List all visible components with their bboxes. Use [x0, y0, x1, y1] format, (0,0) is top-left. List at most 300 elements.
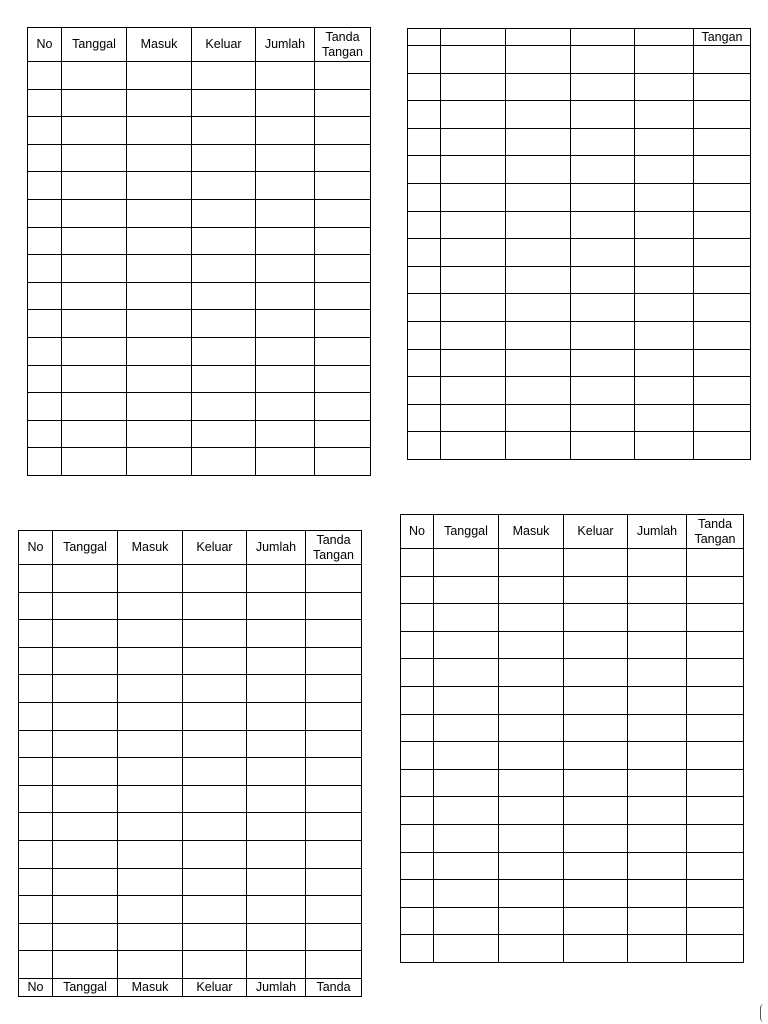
cell-tanggal: [62, 199, 127, 227]
cell-no: [19, 620, 53, 648]
cell-no: [408, 239, 441, 267]
cell-tanda-tangan: [687, 686, 744, 714]
cell-keluar: [192, 62, 256, 90]
cell-masuk: [118, 620, 183, 648]
cell-no: [408, 432, 441, 460]
cell-keluar: [571, 211, 635, 239]
cell-jumlah: [247, 592, 306, 620]
header-no-cut: [408, 29, 441, 46]
cell-no: [408, 73, 441, 101]
cell-tanda-tangan: [306, 620, 362, 648]
cell-no: [401, 769, 434, 797]
cell-no: [401, 907, 434, 935]
table-row: [401, 852, 744, 880]
header-tanggal: Tanggal: [62, 28, 127, 62]
cell-tanggal: [441, 349, 506, 377]
cell-no: [28, 172, 62, 200]
cell-keluar: [571, 432, 635, 460]
cell-jumlah: [256, 62, 315, 90]
table-row: [28, 365, 371, 393]
cell-no: [408, 183, 441, 211]
cell-tanggal: [62, 89, 127, 117]
cell-tanggal: [53, 785, 118, 813]
cell-tanggal: [53, 620, 118, 648]
cell-keluar: [183, 620, 247, 648]
cell-tanda-tangan: [694, 183, 751, 211]
cell-jumlah: [635, 349, 694, 377]
cell-tanggal: [62, 117, 127, 145]
cell-masuk: [499, 714, 564, 742]
table-row: [28, 420, 371, 448]
cell-jumlah: [256, 310, 315, 338]
cell-tanda-tangan: [694, 46, 751, 74]
cell-tanda-tangan: [315, 393, 371, 421]
cell-jumlah: [247, 868, 306, 896]
cell-no: [408, 349, 441, 377]
cell-no: [28, 227, 62, 255]
table-row: [19, 565, 362, 593]
cell-keluar: [564, 549, 628, 577]
header-masuk-cut: [506, 29, 571, 46]
table-row: [28, 393, 371, 421]
cell-tanggal: [62, 282, 127, 310]
cell-keluar: [192, 227, 256, 255]
cell-jumlah: [628, 604, 687, 632]
cell-tanda-tangan: [315, 310, 371, 338]
cell-masuk: [118, 592, 183, 620]
footer-no: No: [19, 978, 53, 996]
cell-jumlah: [247, 620, 306, 648]
cell-jumlah: [628, 824, 687, 852]
cell-keluar: [192, 89, 256, 117]
header-no: No: [19, 531, 53, 565]
cell-tanda-tangan: [306, 565, 362, 593]
cell-jumlah: [256, 227, 315, 255]
footer-keluar: Keluar: [183, 978, 247, 996]
cell-tanggal: [53, 702, 118, 730]
cell-jumlah: [256, 282, 315, 310]
cell-keluar: [183, 896, 247, 924]
cell-masuk: [506, 239, 571, 267]
header-tanda-tangan: Tanda Tangan: [687, 515, 744, 549]
cell-tanda-tangan: [687, 880, 744, 908]
cell-no: [28, 62, 62, 90]
cell-jumlah: [628, 686, 687, 714]
cell-tanda-tangan: [306, 758, 362, 786]
header-tanggal: Tanggal: [53, 531, 118, 565]
cell-tanggal: [62, 227, 127, 255]
cell-tanda-tangan: [315, 89, 371, 117]
cell-tanggal: [62, 62, 127, 90]
cell-tanda-tangan: [694, 266, 751, 294]
cell-masuk: [127, 89, 192, 117]
cell-tanda-tangan: [694, 73, 751, 101]
table-row: [28, 144, 371, 172]
cell-no: [19, 896, 53, 924]
cell-jumlah: [247, 565, 306, 593]
cell-tanggal: [53, 565, 118, 593]
cell-no: [408, 128, 441, 156]
cell-tanda-tangan: [694, 211, 751, 239]
cell-tanda-tangan: [315, 255, 371, 283]
cell-jumlah: [635, 239, 694, 267]
cell-jumlah: [256, 337, 315, 365]
cell-masuk: [118, 896, 183, 924]
header-keluar: Keluar: [192, 28, 256, 62]
cell-tanda-tangan: [306, 868, 362, 896]
cell-tanggal: [434, 824, 499, 852]
ledger-table-bottom-left: [18, 530, 362, 997]
cell-tanda-tangan: [306, 840, 362, 868]
cell-masuk: [506, 183, 571, 211]
cell-tanda-tangan: [694, 128, 751, 156]
cell-tanda-tangan: [315, 172, 371, 200]
cell-no: [401, 935, 434, 963]
cell-no: [28, 337, 62, 365]
cell-tanggal: [434, 852, 499, 880]
cell-keluar: [564, 852, 628, 880]
cell-jumlah: [256, 448, 315, 476]
ledger-table-top-right: [407, 28, 751, 460]
cell-masuk: [499, 769, 564, 797]
cell-masuk: [127, 365, 192, 393]
cell-masuk: [127, 227, 192, 255]
cell-no: [19, 675, 53, 703]
cell-masuk: [118, 785, 183, 813]
cell-jumlah: [247, 675, 306, 703]
cell-tanda-tangan: [315, 199, 371, 227]
cell-no: [401, 880, 434, 908]
header-tanda-tangan: Tanda Tangan: [306, 531, 362, 565]
cell-tanda-tangan: [687, 769, 744, 797]
cell-tanda-tangan: [687, 852, 744, 880]
cell-keluar: [571, 183, 635, 211]
cell-jumlah: [247, 923, 306, 951]
cell-no: [401, 659, 434, 687]
table-row: [401, 549, 744, 577]
cell-masuk: [127, 199, 192, 227]
cell-tanda-tangan: [315, 62, 371, 90]
cell-keluar: [571, 156, 635, 184]
cell-jumlah: [247, 730, 306, 758]
cell-no: [28, 365, 62, 393]
cell-masuk: [118, 840, 183, 868]
cell-tanda-tangan: [315, 282, 371, 310]
cell-jumlah: [247, 813, 306, 841]
cell-tanggal: [434, 604, 499, 632]
cell-keluar: [564, 907, 628, 935]
cell-keluar: [183, 702, 247, 730]
cell-keluar: [564, 576, 628, 604]
table-body: [19, 565, 362, 979]
cell-jumlah: [635, 183, 694, 211]
cell-jumlah: [628, 880, 687, 908]
table-row: [19, 675, 362, 703]
table-row: [28, 310, 371, 338]
cell-jumlah: [628, 631, 687, 659]
cell-jumlah: [256, 117, 315, 145]
cell-keluar: [571, 404, 635, 432]
cell-tanggal: [434, 907, 499, 935]
table-row: [408, 404, 751, 432]
cell-tanda-tangan: [687, 659, 744, 687]
cell-tanda-tangan: [315, 337, 371, 365]
table-row: [408, 432, 751, 460]
cell-tanggal: [434, 659, 499, 687]
cell-masuk: [499, 549, 564, 577]
cell-tanda-tangan: [306, 675, 362, 703]
cell-tanggal: [62, 393, 127, 421]
header-tanda-tangan: Tanda Tangan: [315, 28, 371, 62]
cell-jumlah: [247, 951, 306, 979]
cell-jumlah: [628, 549, 687, 577]
table-row: [401, 714, 744, 742]
cell-masuk: [499, 631, 564, 659]
cell-masuk: [506, 128, 571, 156]
cell-masuk: [118, 730, 183, 758]
cell-tanggal: [62, 255, 127, 283]
cell-jumlah: [635, 321, 694, 349]
header-jumlah: Jumlah: [256, 28, 315, 62]
cell-keluar: [192, 365, 256, 393]
footer-header-row: [19, 978, 362, 996]
cell-jumlah: [247, 785, 306, 813]
cell-tanggal: [62, 420, 127, 448]
table-row: [408, 211, 751, 239]
cell-jumlah: [247, 896, 306, 924]
table-row: [408, 183, 751, 211]
cell-masuk: [506, 73, 571, 101]
cell-no: [19, 758, 53, 786]
table-row: [28, 282, 371, 310]
cell-masuk: [506, 321, 571, 349]
cell-no: [408, 377, 441, 405]
cell-masuk: [506, 266, 571, 294]
cell-tanggal: [53, 758, 118, 786]
cell-jumlah: [628, 714, 687, 742]
table-row: [401, 686, 744, 714]
cell-masuk: [499, 742, 564, 770]
cell-keluar: [564, 824, 628, 852]
cell-no: [408, 266, 441, 294]
cell-tanggal: [441, 156, 506, 184]
cell-masuk: [506, 46, 571, 74]
cell-tanda-tangan: [315, 117, 371, 145]
ledger-table-top-left: [27, 27, 371, 476]
table-row: [28, 199, 371, 227]
cell-no: [408, 156, 441, 184]
cell-keluar: [571, 377, 635, 405]
cell-tanggal: [434, 797, 499, 825]
cell-keluar: [183, 785, 247, 813]
cell-tanggal: [441, 294, 506, 322]
table-row: [19, 896, 362, 924]
cell-tanda-tangan: [687, 824, 744, 852]
cell-no: [408, 101, 441, 129]
cell-no: [28, 310, 62, 338]
cell-no: [408, 321, 441, 349]
cell-tanggal: [434, 549, 499, 577]
table-row: [401, 824, 744, 852]
cell-tanggal: [62, 337, 127, 365]
cell-keluar: [183, 675, 247, 703]
table-row: [28, 89, 371, 117]
table-row: [28, 337, 371, 365]
header-tanggal: Tanggal: [434, 515, 499, 549]
cell-masuk: [127, 282, 192, 310]
header-tangan: Tangan: [694, 29, 751, 46]
table-row: [408, 101, 751, 129]
cell-keluar: [183, 758, 247, 786]
cell-no: [19, 785, 53, 813]
cell-no: [19, 647, 53, 675]
table-row: [19, 868, 362, 896]
cell-jumlah: [628, 852, 687, 880]
header-keluar: Keluar: [564, 515, 628, 549]
header-row: [401, 515, 744, 549]
cell-keluar: [571, 101, 635, 129]
cell-masuk: [127, 117, 192, 145]
cell-jumlah: [635, 432, 694, 460]
cell-no: [401, 631, 434, 659]
header-no: No: [28, 28, 62, 62]
cell-tanda-tangan: [687, 742, 744, 770]
cell-no: [19, 951, 53, 979]
cell-tanggal: [62, 365, 127, 393]
cell-tanda-tangan: [306, 592, 362, 620]
cell-jumlah: [256, 393, 315, 421]
cell-tanda-tangan: [687, 714, 744, 742]
cell-tanda-tangan: [306, 730, 362, 758]
table-row: [401, 880, 744, 908]
cell-tanda-tangan: [694, 101, 751, 129]
cell-masuk: [506, 349, 571, 377]
cell-tanggal: [441, 128, 506, 156]
table-row: [19, 592, 362, 620]
header-masuk: Masuk: [127, 28, 192, 62]
cell-tanda-tangan: [687, 549, 744, 577]
cell-no: [408, 46, 441, 74]
cell-keluar: [183, 647, 247, 675]
cell-masuk: [118, 675, 183, 703]
cell-no: [28, 89, 62, 117]
table-row: [401, 631, 744, 659]
cell-no: [19, 813, 53, 841]
table-row: [19, 730, 362, 758]
cell-tanggal: [434, 576, 499, 604]
cell-tanggal: [441, 46, 506, 74]
cell-tanda-tangan: [687, 576, 744, 604]
cell-keluar: [192, 393, 256, 421]
table-row: [28, 227, 371, 255]
cell-jumlah: [256, 144, 315, 172]
cell-no: [401, 549, 434, 577]
cell-masuk: [499, 852, 564, 880]
cell-no: [28, 420, 62, 448]
cell-masuk: [499, 659, 564, 687]
cell-keluar: [564, 880, 628, 908]
cell-jumlah: [635, 128, 694, 156]
header-no: No: [401, 515, 434, 549]
cell-no: [401, 797, 434, 825]
cell-masuk: [118, 813, 183, 841]
cell-jumlah: [256, 199, 315, 227]
cell-masuk: [127, 144, 192, 172]
cell-jumlah: [635, 404, 694, 432]
cell-tanggal: [62, 448, 127, 476]
table-row: [28, 62, 371, 90]
cell-keluar: [192, 255, 256, 283]
cell-tanggal: [441, 239, 506, 267]
cell-tanda-tangan: [306, 923, 362, 951]
table-row: [408, 239, 751, 267]
table-row: [408, 294, 751, 322]
table-row: [19, 758, 362, 786]
cell-tanggal: [434, 935, 499, 963]
cell-tanggal: [441, 404, 506, 432]
table-row: [19, 923, 362, 951]
table-row: [28, 172, 371, 200]
cell-tanda-tangan: [694, 294, 751, 322]
cell-keluar: [183, 840, 247, 868]
cell-keluar: [564, 714, 628, 742]
cell-masuk: [506, 156, 571, 184]
cell-tanda-tangan: [315, 448, 371, 476]
cell-masuk: [127, 448, 192, 476]
cell-no: [28, 117, 62, 145]
cell-jumlah: [247, 702, 306, 730]
cell-no: [19, 565, 53, 593]
cell-no: [401, 824, 434, 852]
cell-masuk: [127, 62, 192, 90]
cell-tanggal: [62, 172, 127, 200]
cell-keluar: [571, 73, 635, 101]
cell-tanggal: [53, 592, 118, 620]
cell-keluar: [192, 337, 256, 365]
cell-keluar: [571, 321, 635, 349]
table-row: [19, 840, 362, 868]
header-row: [408, 29, 751, 46]
cell-masuk: [499, 797, 564, 825]
header-masuk: Masuk: [118, 531, 183, 565]
footer-jumlah: Jumlah: [247, 978, 306, 996]
cell-jumlah: [247, 647, 306, 675]
cell-tanda-tangan: [694, 239, 751, 267]
cell-tanda-tangan: [687, 604, 744, 632]
cell-tanda-tangan: [687, 907, 744, 935]
cell-masuk: [499, 686, 564, 714]
table-row: [408, 266, 751, 294]
cell-tanggal: [53, 675, 118, 703]
cell-keluar: [564, 797, 628, 825]
cell-masuk: [127, 255, 192, 283]
cell-no: [408, 211, 441, 239]
cell-masuk: [118, 951, 183, 979]
cell-jumlah: [635, 101, 694, 129]
header-jumlah: Jumlah: [247, 531, 306, 565]
table-row: [408, 156, 751, 184]
cell-keluar: [571, 128, 635, 156]
cell-masuk: [506, 404, 571, 432]
cell-keluar: [183, 923, 247, 951]
cell-tanggal: [53, 896, 118, 924]
ledger-table-bottom-right: [400, 514, 744, 963]
header-keluar-cut: [571, 29, 635, 46]
cell-masuk: [499, 880, 564, 908]
cell-jumlah: [628, 935, 687, 963]
cell-masuk: [127, 172, 192, 200]
cell-tanggal: [53, 840, 118, 868]
